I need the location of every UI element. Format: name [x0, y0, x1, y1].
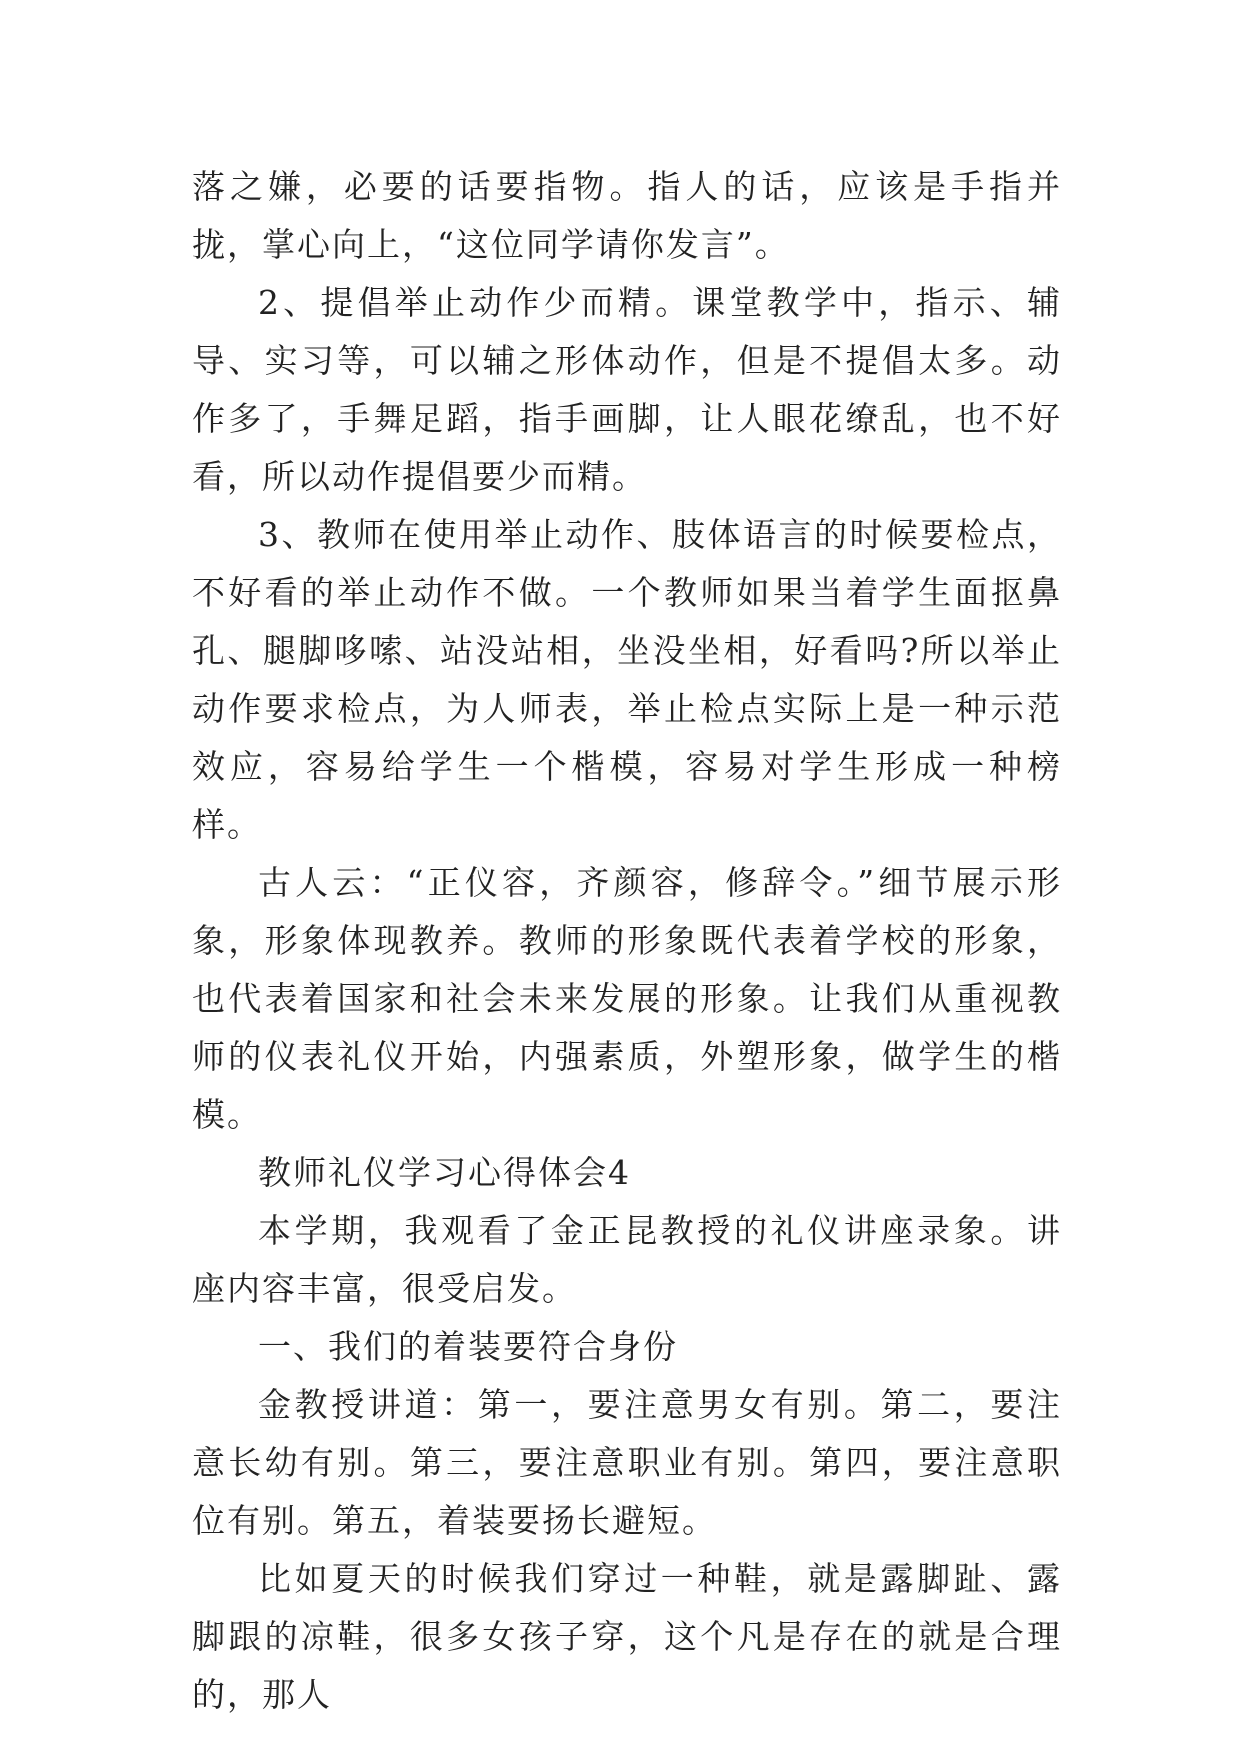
paragraph-3: 3、教师在使用举止动作、肢体语言的时候要检点，不好看的举止动作不做。一个教师如果当着学生面抠鼻孔、腿脚哆嗦、站没站相，坐没坐相，好看吗?所以举止动作要求检点，为人师表，举止检点实际上是一种示范效应，容易给学生一个楷模，容易对学生形成一种榜样。	[192, 515, 1062, 844]
paragraph-5: 本学期，我观看了金正昆教授的礼仪讲座录象。讲座内容丰富，很受启发。	[192, 1211, 1062, 1308]
paragraph-2: 2、提倡举止动作少而精。课堂教学中，指示、辅导、实习等，可以辅之形体动作，但是不提倡太多。动作多了，手舞足蹈，指手画脚，让人眼花缭乱，也不好看，所以动作提倡要少而精。	[192, 283, 1062, 496]
paragraph-7: 比如夏天的时候我们穿过一种鞋，就是露脚趾、露脚跟的凉鞋，很多女孩子穿，这个凡是存在的就是合理的，那人	[192, 1559, 1062, 1714]
paragraph-1: 落之嫌，必要的话要指物。指人的话，应该是手指并拢，掌心向上，“这位同学请你发言”。	[192, 167, 1062, 264]
document-body	[192, 158, 1062, 1724]
paragraph-6: 金教授讲道：第一，要注意男女有别。第二，要注意长幼有别。第三，要注意职业有别。第四，要注意职位有别。第五，着装要扬长避短。	[192, 1385, 1062, 1540]
section-heading-4: 教师礼仪学习心得体会4	[258, 1153, 631, 1192]
subheading-1: 一、我们的着装要符合身份	[258, 1327, 678, 1366]
paragraph-4: 古人云：“正仪容，齐颜容，修辞令。”细节展示形象，形象体现教养。教师的形象既代表着学校的形象，也代表着国家和社会未来发展的形象。让我们从重视教师的仪表礼仪开始，内强素质，外塑形象，做学生的楷模。	[192, 863, 1062, 1134]
